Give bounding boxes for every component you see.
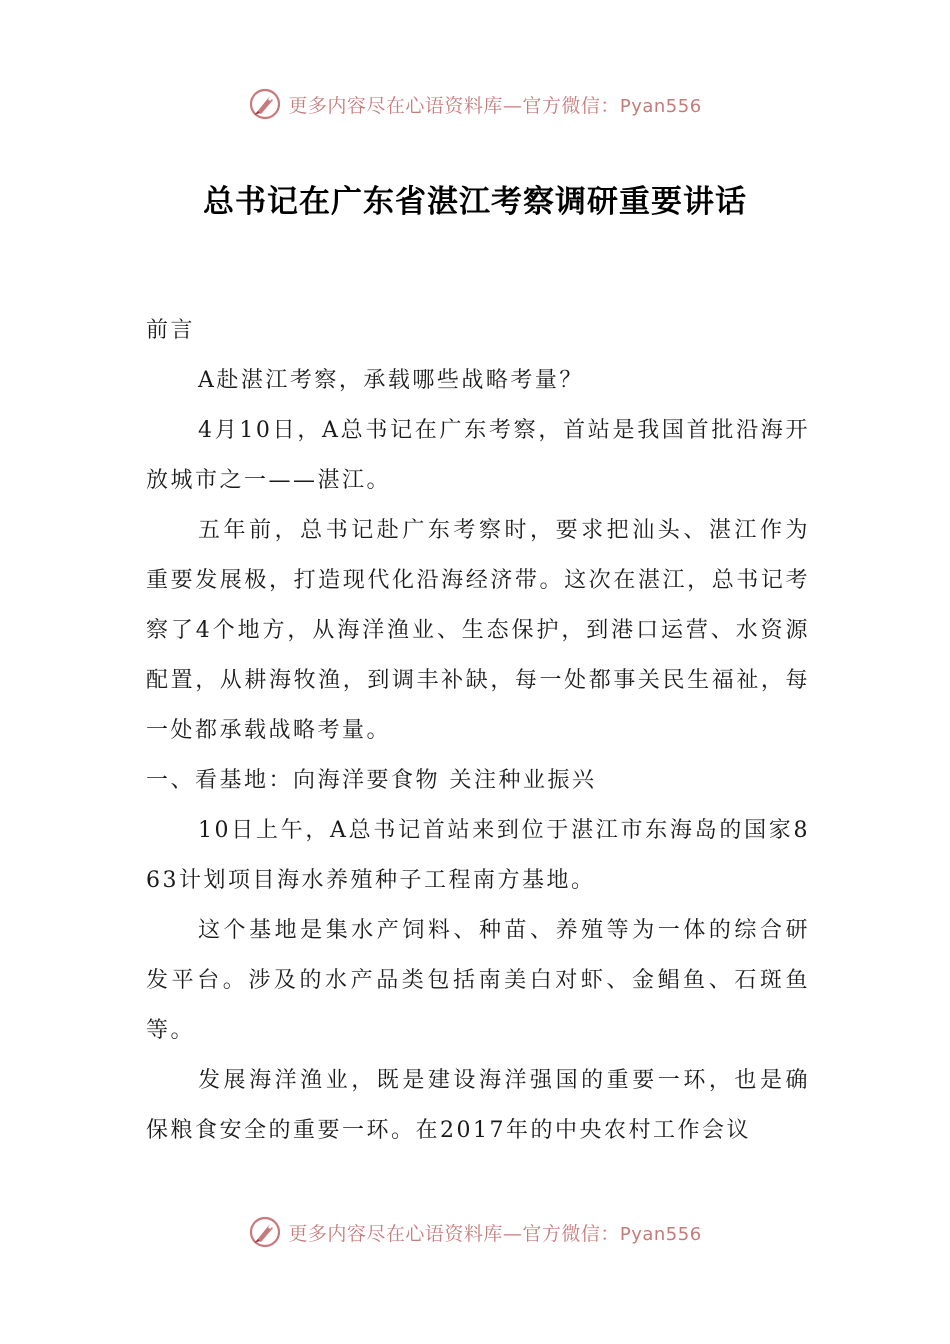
document-body — [146, 306, 810, 1156]
section-heading-1: 一、看基地：向海洋要食物 关注种业振兴 — [146, 768, 597, 793]
watermark-text: 更多内容尽在心语资料库—官方微信：Pyan556 — [288, 94, 702, 117]
paragraph-2: 4月10日，A总书记在广东考察，首站是我国首批沿海开放城市之一——湛江。 — [146, 418, 810, 493]
paragraph-1: A赴湛江考察，承载哪些战略考量？ — [198, 368, 584, 393]
watermark-text: 更多内容尽在心语资料库—官方微信：Pyan556 — [288, 1222, 702, 1245]
pen-nib-icon — [248, 1215, 282, 1249]
document-title: 总书记在广东省湛江考察调研重要讲话 — [203, 184, 747, 220]
watermark-banner-top — [0, 84, 950, 124]
paragraph-0: 前言 — [146, 318, 196, 343]
watermark-banner-bottom — [0, 1212, 950, 1252]
paragraph-5: 10日上午，A总书记首站来到位于湛江市东海岛的国家863计划项目海水养殖种子工程南方基地。 — [146, 818, 810, 893]
pen-nib-icon — [248, 87, 282, 121]
paragraph-6: 这个基地是集水产饲料、种苗、养殖等为一体的综合研发平台。涉及的水产品类包括南美白对虾、金鲳鱼、石斑鱼等。 — [146, 918, 810, 1043]
paragraph-7: 发展海洋渔业，既是建设海洋强国的重要一环，也是确保粮食安全的重要一环。在2017年的中央农村工作会议 — [146, 1068, 810, 1143]
paragraph-3: 五年前，总书记赴广东考察时，要求把汕头、湛江作为重要发展极，打造现代化沿海经济带。这次在湛江，总书记考察了4个地方，从海洋渔业、生态保护，到港口运营、水资源配置，从耕海牧渔，到调丰补缺，每一处都事关民生福祉，每一处都承载战略考量。 — [146, 518, 810, 743]
